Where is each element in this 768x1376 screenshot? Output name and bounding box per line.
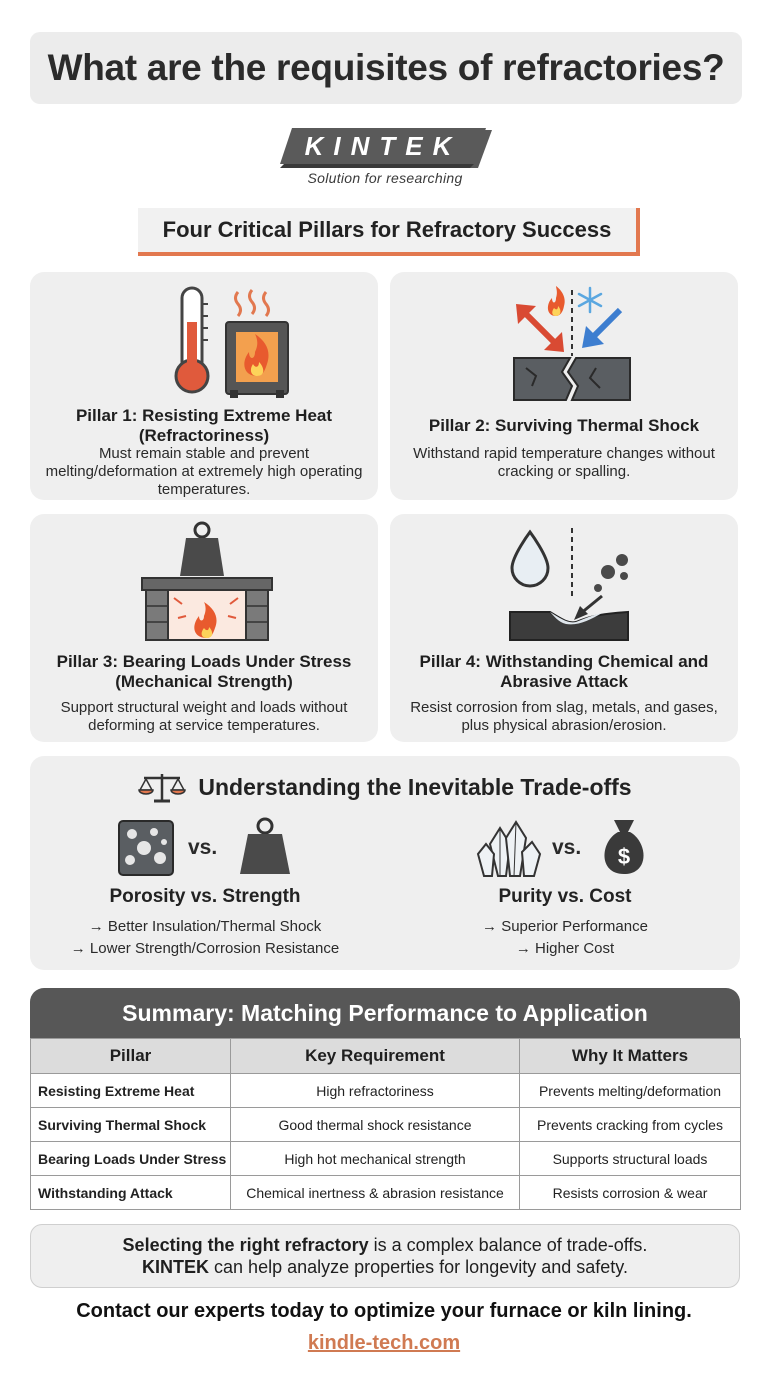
logo-wordmark: KINTEK [304,131,462,161]
table-row [31,1142,741,1176]
title-banner [30,32,742,104]
pillar-card-4 [390,514,738,742]
table-row [31,1074,741,1108]
weight-on-furnace-icon [30,514,378,644]
table-header-row [31,1039,741,1074]
pillar-card-3 [30,514,378,742]
tradeoff-porosity-strength [40,814,370,964]
logo-badge-icon [270,124,500,170]
conclusion-line-1-bold: Selecting the right refractory [122,1235,369,1255]
table-row [31,1108,741,1142]
pillars-heading: Four Critical Pillars for Refractory Success [162,217,612,242]
table-cell: High refractoriness [231,1074,520,1108]
pillar-4-title: Pillar 4: Withstanding Chemical and Abrasive Attack [419,652,709,691]
conclusion-line-1 [31,1234,739,1256]
weight-icon [234,816,296,878]
tradeoff-1-line-2: → Lower Strength/Corrosion Resistance [70,940,340,957]
table-cell: Good thermal shock resistance [231,1108,520,1142]
table-row [31,1176,741,1210]
table-cell: High hot mechanical strength [231,1142,520,1176]
conclusion-line-2-bold: KINTEK [142,1257,210,1277]
pillar-2-description: Withstand rapid temperature changes without cracking or spalling. [413,445,715,480]
tradeoffs-header [30,770,740,804]
table-cell: Surviving Thermal Shock [31,1108,231,1142]
summary-header [30,988,740,1038]
conclusion-line-2-rest: can help analyze properties for longevity and safety. [209,1257,628,1277]
svg-text:$: $ [617,844,631,869]
tradeoffs-heading: Understanding the Inevitable Trade-offs [198,773,632,800]
pillar-1-description: Must remain stable and prevent melting/deformation at extremely high operating temperatures. [45,445,363,498]
table-cell: Resisting Extreme Heat [31,1074,231,1108]
table-cell: Resists corrosion & wear [520,1176,741,1210]
column-header-key-requirement: Key Requirement [231,1039,520,1074]
summary-heading: Summary: Matching Performance to Application [122,999,648,1026]
pillar-card-2 [390,272,738,500]
tradeoff-2-line-2: → Higher Cost [515,940,615,957]
tradeoff-2-line-1: → Superior Performance [482,918,648,935]
logo-tagline: Solution for researching [307,170,463,186]
website-link[interactable]: kindle-tech.com [307,1332,461,1354]
money-bag-icon [596,814,652,878]
thermometer-furnace-icon [30,272,378,402]
page-title: What are the requisites of refractories? [47,47,725,88]
tradeoff-1-line-1: → Better Insulation/Thermal Shock [88,918,322,935]
tradeoff-2-name: Purity vs. Cost [498,886,632,907]
column-header-why-it-matters: Why It Matters [520,1039,741,1074]
table-cell: Bearing Loads Under Stress [31,1142,231,1176]
tradeoff-purity-cost [400,814,730,964]
pillars-heading-box [138,208,640,256]
vs-label: vs. [188,836,218,859]
call-to-action: Contact our experts today to optimize your furnace or kiln lining. [76,1300,692,1322]
table-cell: Supports structural loads [520,1142,741,1176]
pillar-1-title: Pillar 1: Resisting Extreme Heat (Refractoriness) [75,406,333,445]
table-cell: Prevents melting/deformation [520,1074,741,1108]
pillar-3-title: Pillar 3: Bearing Loads Under Stress (Mechanical Strength) [56,652,352,691]
column-header-pillar: Pillar [31,1039,231,1074]
droplet-corrosion-icon [390,514,738,644]
conclusion-line-2 [31,1256,739,1278]
summary-section [30,988,740,1208]
pillar-3-description: Support structural weight and loads without deforming at service temperatures. [60,699,348,734]
pillar-card-1 [30,272,378,500]
tradeoff-1-name: Porosity vs. Strength [109,886,301,907]
crystal-icon [476,818,542,878]
summary-table [30,1038,741,1210]
table-cell: Chemical inertness & abrasion resistance [231,1176,520,1210]
conclusion-line-1-rest: is a complex balance of trade-offs. [368,1235,648,1255]
kintek-logo [270,124,500,192]
pillar-4-description: Resist corrosion from slag, metals, and gases, plus physical abrasion/erosion. [410,699,718,734]
tradeoffs-panel [30,756,740,970]
porous-block-icon [116,818,178,878]
table-cell: Prevents cracking from cycles [520,1108,741,1142]
conclusion-box [30,1224,740,1288]
thermal-shock-cracked-brick-icon [390,272,738,402]
table-cell: Withstanding Attack [31,1176,231,1210]
balance-scale-icon [138,770,186,804]
pillar-2-title: Pillar 2: Surviving Thermal Shock [428,416,700,435]
vs-label: vs. [552,836,582,859]
